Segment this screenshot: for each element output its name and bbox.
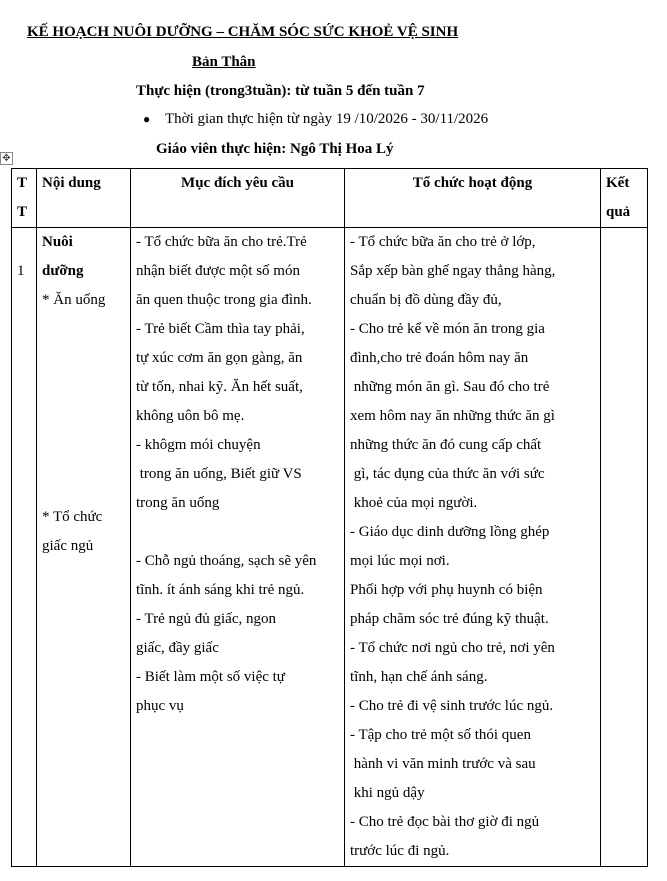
purpose-line: từ tốn, nhai kỹ. Ăn hết suất, bbox=[136, 379, 303, 395]
document-title: KẾ HOẠCH NUÔI DƯỠNG – CHĂM SÓC SỨC KHOẺ VỆ SINH bbox=[27, 24, 459, 40]
header-content bbox=[37, 169, 131, 228]
purpose-line: tự xúc cơm ăn gọn gàng, ăn bbox=[136, 350, 303, 366]
organization-line: - Cho trẻ đi vệ sinh trước lúc ngủ. bbox=[350, 698, 554, 714]
organization-line: gì, tác dụng của thức ăn với sức bbox=[350, 466, 545, 482]
bullet-icon: ● bbox=[143, 112, 151, 126]
organization-line: - Tổ chức bữa ăn cho trẻ ở lớp, bbox=[350, 234, 536, 250]
period-line bbox=[143, 111, 488, 128]
organization-line: pháp chăm sóc trẻ đúng kỹ thuật. bbox=[350, 611, 549, 627]
purpose-line: trong ăn uống bbox=[136, 495, 220, 511]
purpose-line: - Tổ chức bữa ăn cho trẻ.Trẻ bbox=[136, 234, 307, 250]
purpose-line: giấc, đầy giấc bbox=[136, 640, 219, 656]
content-heading-line: Nuôi bbox=[42, 234, 73, 250]
header-result-line: Kết bbox=[606, 175, 630, 191]
organization-line: Sắp xếp bàn ghế ngay thẳng hàng, bbox=[350, 263, 556, 279]
row-number-cell bbox=[12, 228, 37, 867]
table-row bbox=[12, 228, 648, 867]
content-item-sleep-line: * Tổ chức bbox=[42, 509, 103, 525]
teacher-line: Giáo viên thực hiện: Ngô Thị Hoa Lý bbox=[156, 141, 394, 157]
row-number: 1 bbox=[17, 263, 25, 279]
organization-line: tĩnh, hạn chế ánh sáng. bbox=[350, 669, 488, 685]
purpose-line: - Trẻ biết Cầm thìa tay phải, bbox=[136, 321, 305, 337]
organization-line: trước lúc đi ngủ. bbox=[350, 843, 450, 859]
organization-line: khoẻ của mọi người. bbox=[350, 495, 478, 511]
purpose-line: - Chỗ ngủ thoáng, sạch sẽ yên bbox=[136, 553, 317, 569]
duration-line: Thực hiện (trong3tuần): từ tuần 5 đến tuần 7 bbox=[136, 83, 425, 99]
organization-line: mọi lúc mọi nơi. bbox=[350, 553, 450, 569]
organization-line: đình,cho trẻ đoán hôm nay ăn bbox=[350, 350, 529, 366]
header-content-label: Nội dung bbox=[42, 175, 101, 191]
organization-line: - Cho trẻ đọc bài thơ giờ đi ngủ bbox=[350, 814, 540, 830]
purpose-line: không uôn bô mẹ. bbox=[136, 408, 245, 424]
organization-line: những thức ăn đó cung cấp chất bbox=[350, 437, 542, 453]
organization-line: - Giáo dục dinh dưỡng lồng ghép bbox=[350, 524, 550, 540]
organization-line: - Cho trẻ kể về món ăn trong gia bbox=[350, 321, 545, 337]
purpose-line: trong ăn uống, Biết giữ VS bbox=[136, 466, 302, 482]
row-result-cell bbox=[601, 228, 648, 867]
content-item-eating: * Ăn uống bbox=[42, 292, 106, 308]
organization-line: khi ngủ dậy bbox=[350, 785, 425, 801]
organization-line: xem hôm nay ăn những thức ăn gì bbox=[350, 408, 555, 424]
content-item-sleep-line: giấc ngủ bbox=[42, 538, 94, 554]
purpose-line: tĩnh. ít ánh sáng khi trẻ ngủ. bbox=[136, 582, 305, 598]
purpose-line: ăn quen thuộc trong gia đình. bbox=[136, 292, 312, 308]
header-organization bbox=[345, 169, 601, 228]
purpose-line: phục vụ bbox=[136, 698, 184, 714]
plan-table bbox=[11, 168, 648, 867]
organization-line: chuẩn bị đồ dùng đầy đủ, bbox=[350, 292, 502, 308]
document-subject: Bản Thân bbox=[192, 54, 256, 70]
header-result-line: quả bbox=[606, 204, 631, 220]
header-purpose-label: Mục đích yêu cầu bbox=[181, 175, 294, 191]
header-tt bbox=[12, 169, 37, 228]
purpose-line: nhận biết được một số món bbox=[136, 263, 300, 279]
header-purpose bbox=[131, 169, 345, 228]
organization-line: - Tổ chức nơi ngủ cho trẻ, nơi yên bbox=[350, 640, 555, 656]
header-organization-label: Tổ chức hoạt động bbox=[412, 175, 533, 191]
organization-line: hành vi văn minh trước và sau bbox=[350, 756, 536, 772]
table-header-row bbox=[12, 169, 648, 228]
organization-line: Phối hợp với phụ huynh có biện bbox=[350, 582, 543, 598]
period-text: Thời gian thực hiện từ ngày 19 /10/2026 - 30/11/2026 bbox=[165, 111, 489, 127]
purpose-line: - Biết làm một số việc tự bbox=[136, 669, 285, 685]
row-content-cell bbox=[37, 228, 131, 867]
row-organization-cell bbox=[345, 228, 601, 867]
header-tt-line: T bbox=[17, 204, 28, 220]
purpose-line: - khôgm mói chuyện bbox=[136, 437, 261, 453]
row-purpose-cell bbox=[131, 228, 345, 867]
header-result bbox=[601, 169, 648, 228]
header-tt-line: T bbox=[17, 175, 28, 191]
organization-line: những món ăn gì. Sau đó cho trẻ bbox=[350, 379, 550, 395]
organization-line: - Tập cho trẻ một số thói quen bbox=[350, 727, 531, 743]
table-move-handle-icon[interactable]: ✥ bbox=[0, 152, 13, 165]
purpose-line: - Trẻ ngủ đủ giấc, ngon bbox=[136, 611, 276, 627]
content-heading-line: dưỡng bbox=[42, 263, 84, 279]
